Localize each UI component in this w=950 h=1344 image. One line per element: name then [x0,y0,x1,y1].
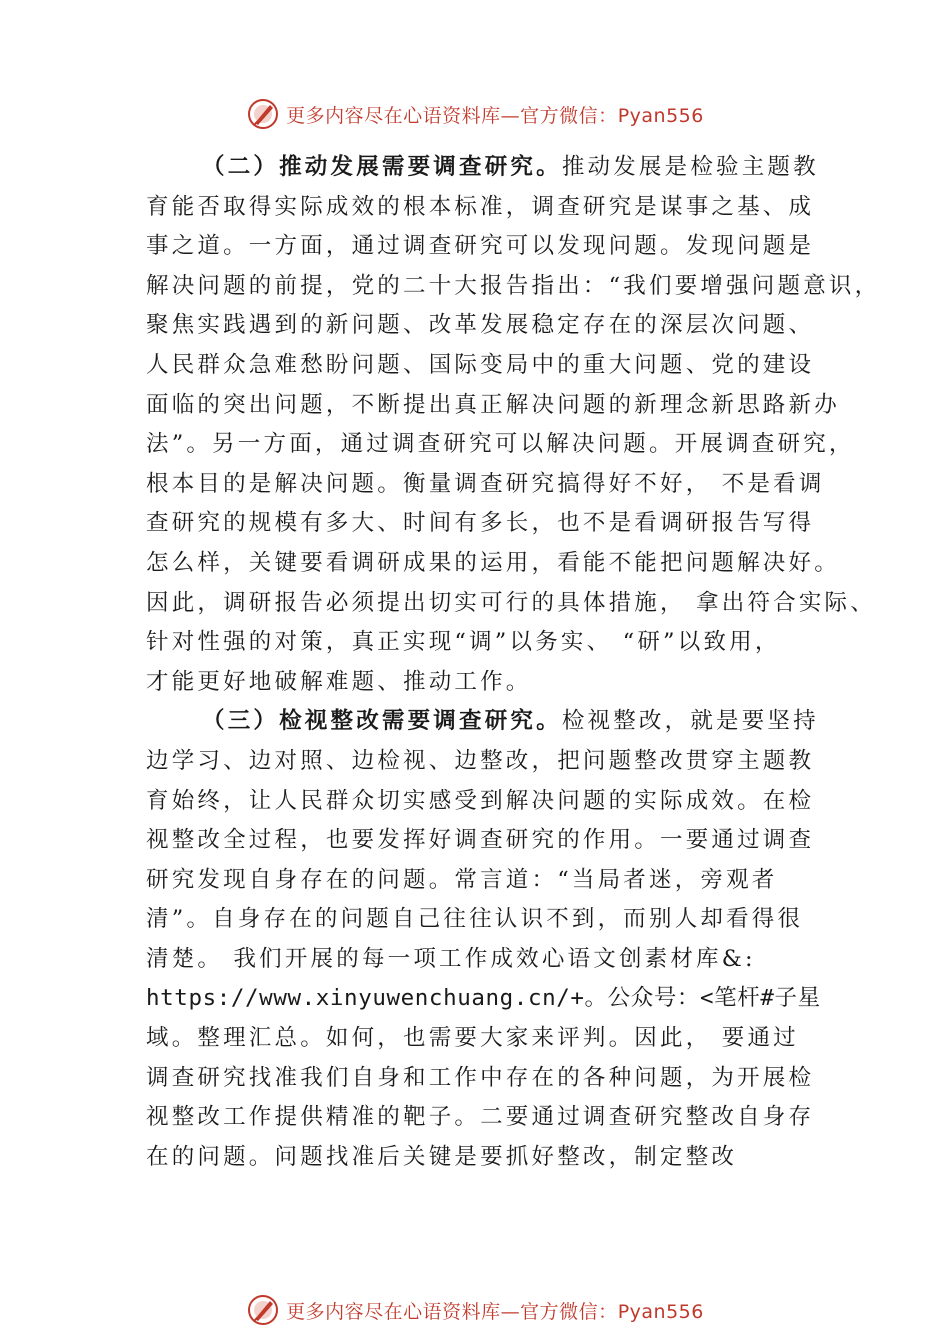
text-line: 育始终，让人民群众切实感受到解决问题的实际成效。在检 [146,787,815,814]
text-line: 事之道。一方面，通过调查研究可以发现问题。发现问题是 [146,233,815,260]
text-line: 面临的突出问题，不断提出真正解决问题的新理念新思路新办 [146,391,840,418]
banner-wechat-id: Pyan556 [617,1300,704,1323]
paragraph-3-line-1 [146,702,846,742]
text-line: 清”。自身存在的问题自己往往认识不到，而别人却看得很 [146,906,804,933]
banner-wechat-label: 官方微信： [520,1300,618,1323]
section-heading-2: （二）推动发展需要调查研究。 [202,154,562,180]
text-line: 研究发现自身存在的问题。常言道：“当局者迷，旁观者 [146,866,778,893]
text-line: 解决问题的前提，党的二十大报告指出：“我们要增强问题意识， [146,272,881,299]
text-line: 聚焦实践遇到的新问题、改革发展稳定存在的深层次问题、 [146,312,815,339]
text-line: 针对性强的对策，真正实现“调”以务实、 “研”以致用， [146,629,781,656]
text-line: 育能否取得实际成效的根本标准，调查研究是谋事之基、成 [146,193,815,220]
footer-banner [0,1290,950,1330]
text-line: 因此，调研报告必须提出切实可行的具体措施， 拿出符合实际、 [146,589,876,616]
header-banner [0,94,950,134]
banner-main-text: 更多内容尽在心语资料库 [286,104,501,127]
banner-main-text: 更多内容尽在心语资料库 [286,1300,501,1323]
text-line: 清楚。 我们开展的每一项工作成效心语文创素材库&: [146,945,756,972]
text-line: 法”。另一方面，通过调查研究可以解决问题。开展调查研究， [146,431,855,458]
text-line: 在的问题。问题找准后关键是要抓好整改，制定整改 [146,1143,738,1170]
url-line: https://www.xinyuwenchuang.cn/+。公众号：<笔杆#子星 [146,985,821,1012]
document-body [146,148,881,1177]
text-line: 边学习、边对照、边检视、边整改，把问题整改贯穿主题教 [146,747,815,774]
text-line: 根本目的是解决问题。衡量调查研究搞得好不好， 不是看调 [146,470,825,497]
text-line: 推动发展是检验主题教 [561,154,819,180]
text-line: 人民群众急难愁盼问题、国际变局中的重大问题、党的建设 [146,351,815,378]
banner-text [286,1297,704,1324]
banner-text [286,101,704,128]
banner-wechat-id: Pyan556 [617,104,704,127]
feather-pen-logo-icon [246,1293,280,1327]
text-line: 域。整理汇总。如何，也需要大家来评判。因此， 要通过 [146,1025,799,1052]
text-line: 视整改工作提供精准的靶子。二要通过调查研究整改自身存 [146,1104,815,1131]
text-line: 查研究的规模有多大、时间有多长，也不是看调研报告写得 [146,510,815,537]
banner-separator: — [500,104,521,127]
text-line: 视整改全过程，也要发挥好调查研究的作用。一要通过调查 [146,827,815,854]
banner-separator: — [500,1300,521,1323]
text-line: 怎么样，关键要看调研成果的运用，看能不能把问题解决好。 [146,549,840,576]
text-line: 调查研究找准我们自身和工作中存在的各种问题，为开展检 [146,1064,815,1091]
text-line: 检视整改，就是要坚持 [561,708,819,735]
section-heading-3: （三）检视整改需要调查研究。 [202,708,562,735]
feather-pen-logo-icon [246,97,280,131]
paragraph-2-line-1 [146,148,846,188]
text-line: 才能更好地破解难题、推动工作。 [146,668,532,695]
banner-wechat-label: 官方微信： [520,104,618,127]
